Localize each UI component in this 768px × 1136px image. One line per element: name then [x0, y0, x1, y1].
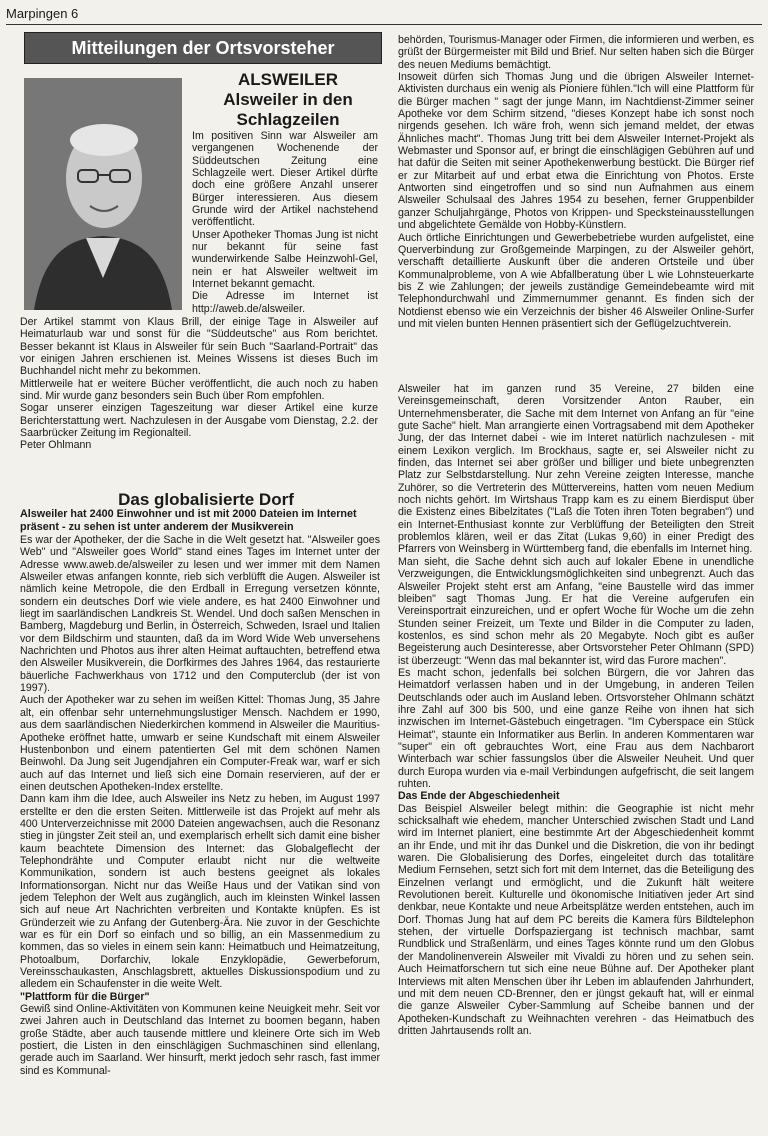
article2-paragraph: Gewiß sind Online-Aktivitäten von Kommunen keine Neuigkeit mehr. Seit vor zwei Jahren auch in Deutschland das Internet zu boomen begann, haben große Städte, aber auch tausende mittlere und kleinere Orte sich im Web postiert, die Listen in den einschlägigen Suchmaschinen sind ellenlang, gerade auch im Saarland. Wer hinsurft, merkt jedoch sehr rasch, fast immer sind es Kommunal-	[20, 1003, 380, 1077]
article2-paragraph: Alsweiler hat im ganzen rund 35 Vereine, 27 bilden eine Vereinsgemeinschaft, deren Vorsitzender Anton Rauber, ein Unternehmensberater, die Sache mit dem Internet von Anfang an für "eine gute Sache" hielt. Man arrangierte einen Vortragsabend mit dem Apotheker Jung, der das Internet dabei - wie im Interet natürlich nachzulesen - mit einem Lexikon verglich. Im Brockhaus, sagte er, sei Alsweiler nicht zu finden, das Internet sei aber größer und billiger und biete unbegrenzten Platz zur Selbstdarstellung. Nur zehn Vereine zeigten Interesse, manche Zuhörer, so die Vertreterin des Müttervereins, hatten vom neuen Medium noch nichts gehört. Im Wirtshaus Trapp kam es zu einem Bierdisput über die Existenz eines Bibelzitates ("Laß die Toten ihren Toten begraben") und ein Internet-Enthusiast konnte zur Verblüffung der Beteiligten den Streit problemlos klären, weil er das Zitat (Lukas 9,60) in einer Predigt des Pfarrers von Weinsberg in Württemberg fand, die ebenfalls im Internet hing.	[398, 383, 754, 556]
article2-paragraph: Das Beispiel Alsweiler belegt mithin: die Geographie ist nicht mehr schicksalhaft wie ehedem, mancher Unterschied zwischen Stadt und Land wird im Internet planiert, eine bestimmte Art der Abgeschiedenheit kommt an ihr Ende, und mit ihr das Dunkel und die Diskretion, die von ihr bedingt waren. Die Globalisierung des Dorfes, eingeleitet durch das totalitäre Medium Fernsehen, setzt sich fort mit dem Internet, das die Beteiligung des Einzelnen verlangt und ermöglicht, und die Zukunft hält weitere Revolutionen bereit. Kulturelle und ökonomische Initiativen jeder Art sind denkbar, neue Kontakte und neue Arbeitsplätze werden entstehen, auch im Dorf. Thomas Jung hat auf dem PC bereits die Kamera fürs Bildtelephon stehen, der virtuelle Dorfspaziergang ist technisch machbar, samt Rundblick und Straßenlärm, und eines Tages könnte rund um den Globus der Mandolinenverein Alsweiler mit Vivaldi zu hören und zu sehen sein. Auch Heimatforschern tut sich eine neue Bühne auf. Der Apotheker plant Interviews mit alten Menschen über ihr Leben im ablaufenden Jahrhundert, und mit dem neuen CD-Brenner, den er jüngst gekauft hat, will er einmal die ganze Alsweiler Cyber-Sammlung auf Scheibe bannen und der Apotheken-Kundschaft zu Weihnachten verehren - das Heimatbuch des dritten Jahrtausends rollt an.	[398, 802, 754, 1037]
article2-paragraph: Dann kam ihm die Idee, auch Alsweiler ins Netz zu heben, im August 1997 erstellte er den die ersten Seiten. Mittlerweile ist das Projekt auf mehr als 400 Unterverzeichnisse mit 2000 Dateien angewachsen, auch die Resonanz stieg in jüngster Zeit steil an, und exemplarisch erhellt sich damit eine bisher kaum beachtete Dimension des Internet: das Globalgeflecht der Telephondrähte und Computer erlaubt nicht nur die weltweite Kommunikation, sondern ist auch bestens geeignet als lokales Informationsorgan. Nicht nur das Weiße Haus und der Vatikan sind von jedem Telephon der Welt aus zugänglich, auch im kleinsten Winkel lassen sich auf neue Art Nachrichten verbreiten und Kontakte knüpfen. Es ist Gründerzeit wie zu Anfang der Gutenberg-Ära. Nie zuvor in der Geschichte war es für ein Dorf so einfach und so billig, an ein Massenmedium zu kommen, das so vieles in einem sein kann: Heimatbuch und Heimatzeitung, Photoalbum, Dorfarchiv, lokale Enzyklopädie, Gewerbeforum, Vereinsschaukasten, Anschlagsbrett, aktuelles Diskussionspodium und zu alledem ein Schaufenster in die weite Welt.	[20, 793, 380, 991]
article1-heading	[198, 70, 378, 130]
article1-paragraph: Die Adresse im Internet ist http://aweb.de/alsweiler.	[192, 290, 378, 315]
article2-lead: Alsweiler hat 2400 Einwohner und ist mit 2000 Dateien im Internet präsent - zu sehen ist unter anderem der Musikverein	[20, 508, 357, 533]
article2-headline: Das globalisierte Dorf	[118, 490, 294, 509]
article1-beside-photo	[192, 130, 378, 316]
article2-right-column-top	[398, 34, 754, 370]
portrait-image	[24, 78, 182, 310]
article1-paragraph: Der Artikel stammt von Klaus Brill, der einige Tage in Alsweiler auf Heimaturlaub war und sonst für die "Süddeutsche" aus Rom berichtet. Besser bekannt ist Klaus in Alsweiler für sein Buch "Saarland-Portrait" das vor einigen Jahren erschienen ist. Meines Wissens ist dieses Buch im Buchhandel nicht mehr zu bekommen.	[20, 316, 378, 378]
article2-subhead: "Plattform für die Bürger"	[20, 990, 150, 1003]
article2-paragraph: Insoweit dürfen sich Thomas Jung und die übrigen Alsweiler Internet-Aktivisten durchaus ein wenig als Pioniere fühlen."Ich will eine Plattform für die Bürger machen " sagt der junge Mann, im Nachtdienst-Zimmer seiner Apotheke vor dem Schirm sitzend, "dieses Konzept habe ich sonst noch nirgends gesehen. Ich wäre froh, wenn sich jemand meldet, der etwas Ähnliches macht". Thomas Jung tritt bei dem Alsweiler Internet-Projekt als Webmaster und Sponsor auf, er bringt die einschlägigen Gebühren auf und hat dafür die Seiten mit seiner Apothekenwerbung bestückt. Die Bürger rief er zur Mitarbeit auf und erbat etwa die Einrichtung von Photos. Erste Antworten sind eingetroffen und so sind nun Aufnahmen aus einem Alsweiler Schulsaal des Jahres 1954 zu besehen, ferner Gruppenbilder ganzer Schuljahrgänge, Photos von Krippen- und Specksteinausstellungen und abgelichtete Gemälde von Hobby-Künstlern.	[398, 71, 754, 232]
article1-signature: Peter Ohlmann	[20, 439, 92, 452]
article1-below-photo	[20, 316, 378, 488]
article2-paragraph: behörden, Tourismus-Manager oder Firmen, die informieren und werben, es grüßt der Bürgermeister mit Bild und Brief. Nur selten haben sich die Bürger des neuen Mediums bemächtigt.	[398, 34, 754, 71]
section-banner: Mitteilungen der Ortsvorsteher	[24, 32, 382, 64]
article2-paragraph: Man sieht, die Sache dehnt sich auch auf lokaler Ebene in unendliche Verzweigungen, die Entwicklungsmöglichkeiten sind unbegrenzt. Auch das Alsweiler Projekt steht erst am Anfang, "eine Baustelle wird das immer bleiben" sagt Thomas Jung. Er hat die Vereine aufgerufen ein Vereinsportrait einzureichen, und er opfert Woche für Woche um die zehn Stunden seiner Freizeit, um Texte und Bilder in die Computer zu laden, kostenlos, es sind schon mehr als 20 Megabyte. Noch gibt es außer Begeisterung auch Desinteresse, aber Ortsvorsteher Peter Ohlmann (SPD) ist überzeugt: "Wenn das mal bekannter ist, wird das Furore machen".	[398, 555, 754, 667]
article2-right-column-bottom	[398, 383, 754, 1128]
article2-paragraph: Auch der Apotheker war zu sehen im weißen Kittel: Thomas Jung, 35 Jahre alt, ein offenbar sehr unternehmungslustiger Mensch. Nachdem er 1990, aus dem saarländischen Niederkirchen kommend in Alsweiler die Mauritius-Apotheke eröffnet hatte, umwarb er seine Kundschaft mit einem Alsweiler Hustenbonbon und einem patentierten Gel mit dem schönen Namen Beinwohl. Da Jung seit Jugendjahren ein Computer-Freak war, warf er sich auch auf das Internet und ließ sich eine Domain reservieren, auf der er einen deutschen Apotheken-Index erstellte.	[20, 694, 380, 793]
article1-kicker: ALSWEILER	[237, 70, 339, 89]
article2-left-column	[20, 534, 380, 1130]
article2-paragraph: Es macht schon, jedenfalls bei solchen Bürgern, die vor Jahren das Heimatdorf verlassen haben und in der Umgebung, in anderen Teilen Deutschlands oder auch im Ausland leben. Ortsvorsteher Ohlmann schätzt ihre Zahl auf 300 bis 500, und eine ganze Reihe von ihnen hat sich inzwischen im Internet-Gästebuch eingetragen. "Im Cyberspace ein Stück Heimat", staunte ein Informatiker aus Berlin. In anderen Kommentaren war "super" ein oft gebrauchtes Wort, eine Frau aus dem Nachbarort Winterbach war schier fassungslos über die Alsweiler Neuheit. Und quer durch Europa wurden via e-mail Verbindungen aufgefrischt, die seit langem ruhten.	[398, 666, 754, 790]
portrait-photo	[24, 78, 182, 310]
article2-subhead: Das Ende der Abgeschiedenheit	[398, 790, 560, 803]
page-header	[6, 6, 762, 25]
article2-paragraph: Es war der Apotheker, der die Sache in die Welt gesetzt hat. "Alsweiler goes Web" und "Alsweiler goes World" stand eines Tages im Internet unter der Adresse www.aweb.de/alsweiler zu lesen und wer immer mit dem Namen Alsweiler etwas anfangen konnte, rieb sich verblüfft die Augen. Alsweiler ist nämlich keine Metropole, die den Erdball in Erregung versetzen könnte, sondern ein deutsches Dorf wie viele andere, es hat 2400 Einwohner und liegt im saarländischen Landkreis St. Wendel. Und doch saßen Menschen in Bamberg, Magdeburg und Berlin, in Österreich, Schweden, Israel und Italien vor dem Bildschirm und staunten, daß da im Word Wide Web unversehens Nachrichten und Photos aus ihrer alten Heimat auftauchten, betreffend etwa den Alsweiler Musikverein, die Dorfkirmes des Jahres 1964, das restaurierte bäuerliche Fachwerkhaus von 1712 und den Computerclub (der ist von 1997).	[20, 534, 380, 695]
article2-paragraph: Auch örtliche Einrichtungen und Gewerbebetriebe wurden aufgelistet, eine Querverbindung zur Großgemeinde Marpingen, zu der Alsweiler gehört, verschafft detaillierte Auskunft über die anderen Ortsteile und über Kommunalprobleme, von A wie Abfallberatung über L wie Lohnsteuerkarte bis Z wie Zahlungen; der jeweils zuständige Gemeindebeamte wird mit Telephondurchwahl und Zimmernummer genannt. Es finden sich der Notdienst ebenso wie ein Verzeichnis der bisher 46 Alsweiler Online-Surfer und mit vielen bunten Hennen präsentiert sich der Geflügelzuchtverein.	[398, 231, 754, 330]
article1-paragraph: Im positiven Sinn war Alsweiler am vergangenen Wochenende der Süddeutschen Zeitung eine Schlagzeile wert. Dieser Artikel dürfte doch eine größere Anzahl unserer Bürger interessieren. Aus diesem Grunde wird der Artikel nachstehend veröffentlicht.	[192, 130, 378, 229]
article1-paragraph: Unser Apotheker Thomas Jung ist nicht nur bekannt für seine fast wunderwirkende Salbe Heinzwohl-Gel, nein er hat Alsweiler weltweit im Internet bekannt gemacht.	[192, 228, 378, 291]
page-number-label: Marpingen 6	[6, 6, 79, 21]
article1-paragraph: Sogar unserer einzigen Tageszeitung war dieser Artikel eine kurze Berichterstattung wert. Nachzulesen in der Ausgabe vom Dienstag, 2.2. der Saarbrücker Zeitung im Regionalteil.	[20, 402, 378, 440]
article1-paragraph: Mittlerweile hat er weitere Bücher veröffentlicht, die auch noch zu haben sind. Mir wurde ganz besonders sein Buch über Rom empfohlen.	[20, 377, 378, 403]
article1-headline: Alsweiler in den Schlagzeilen	[223, 90, 353, 129]
